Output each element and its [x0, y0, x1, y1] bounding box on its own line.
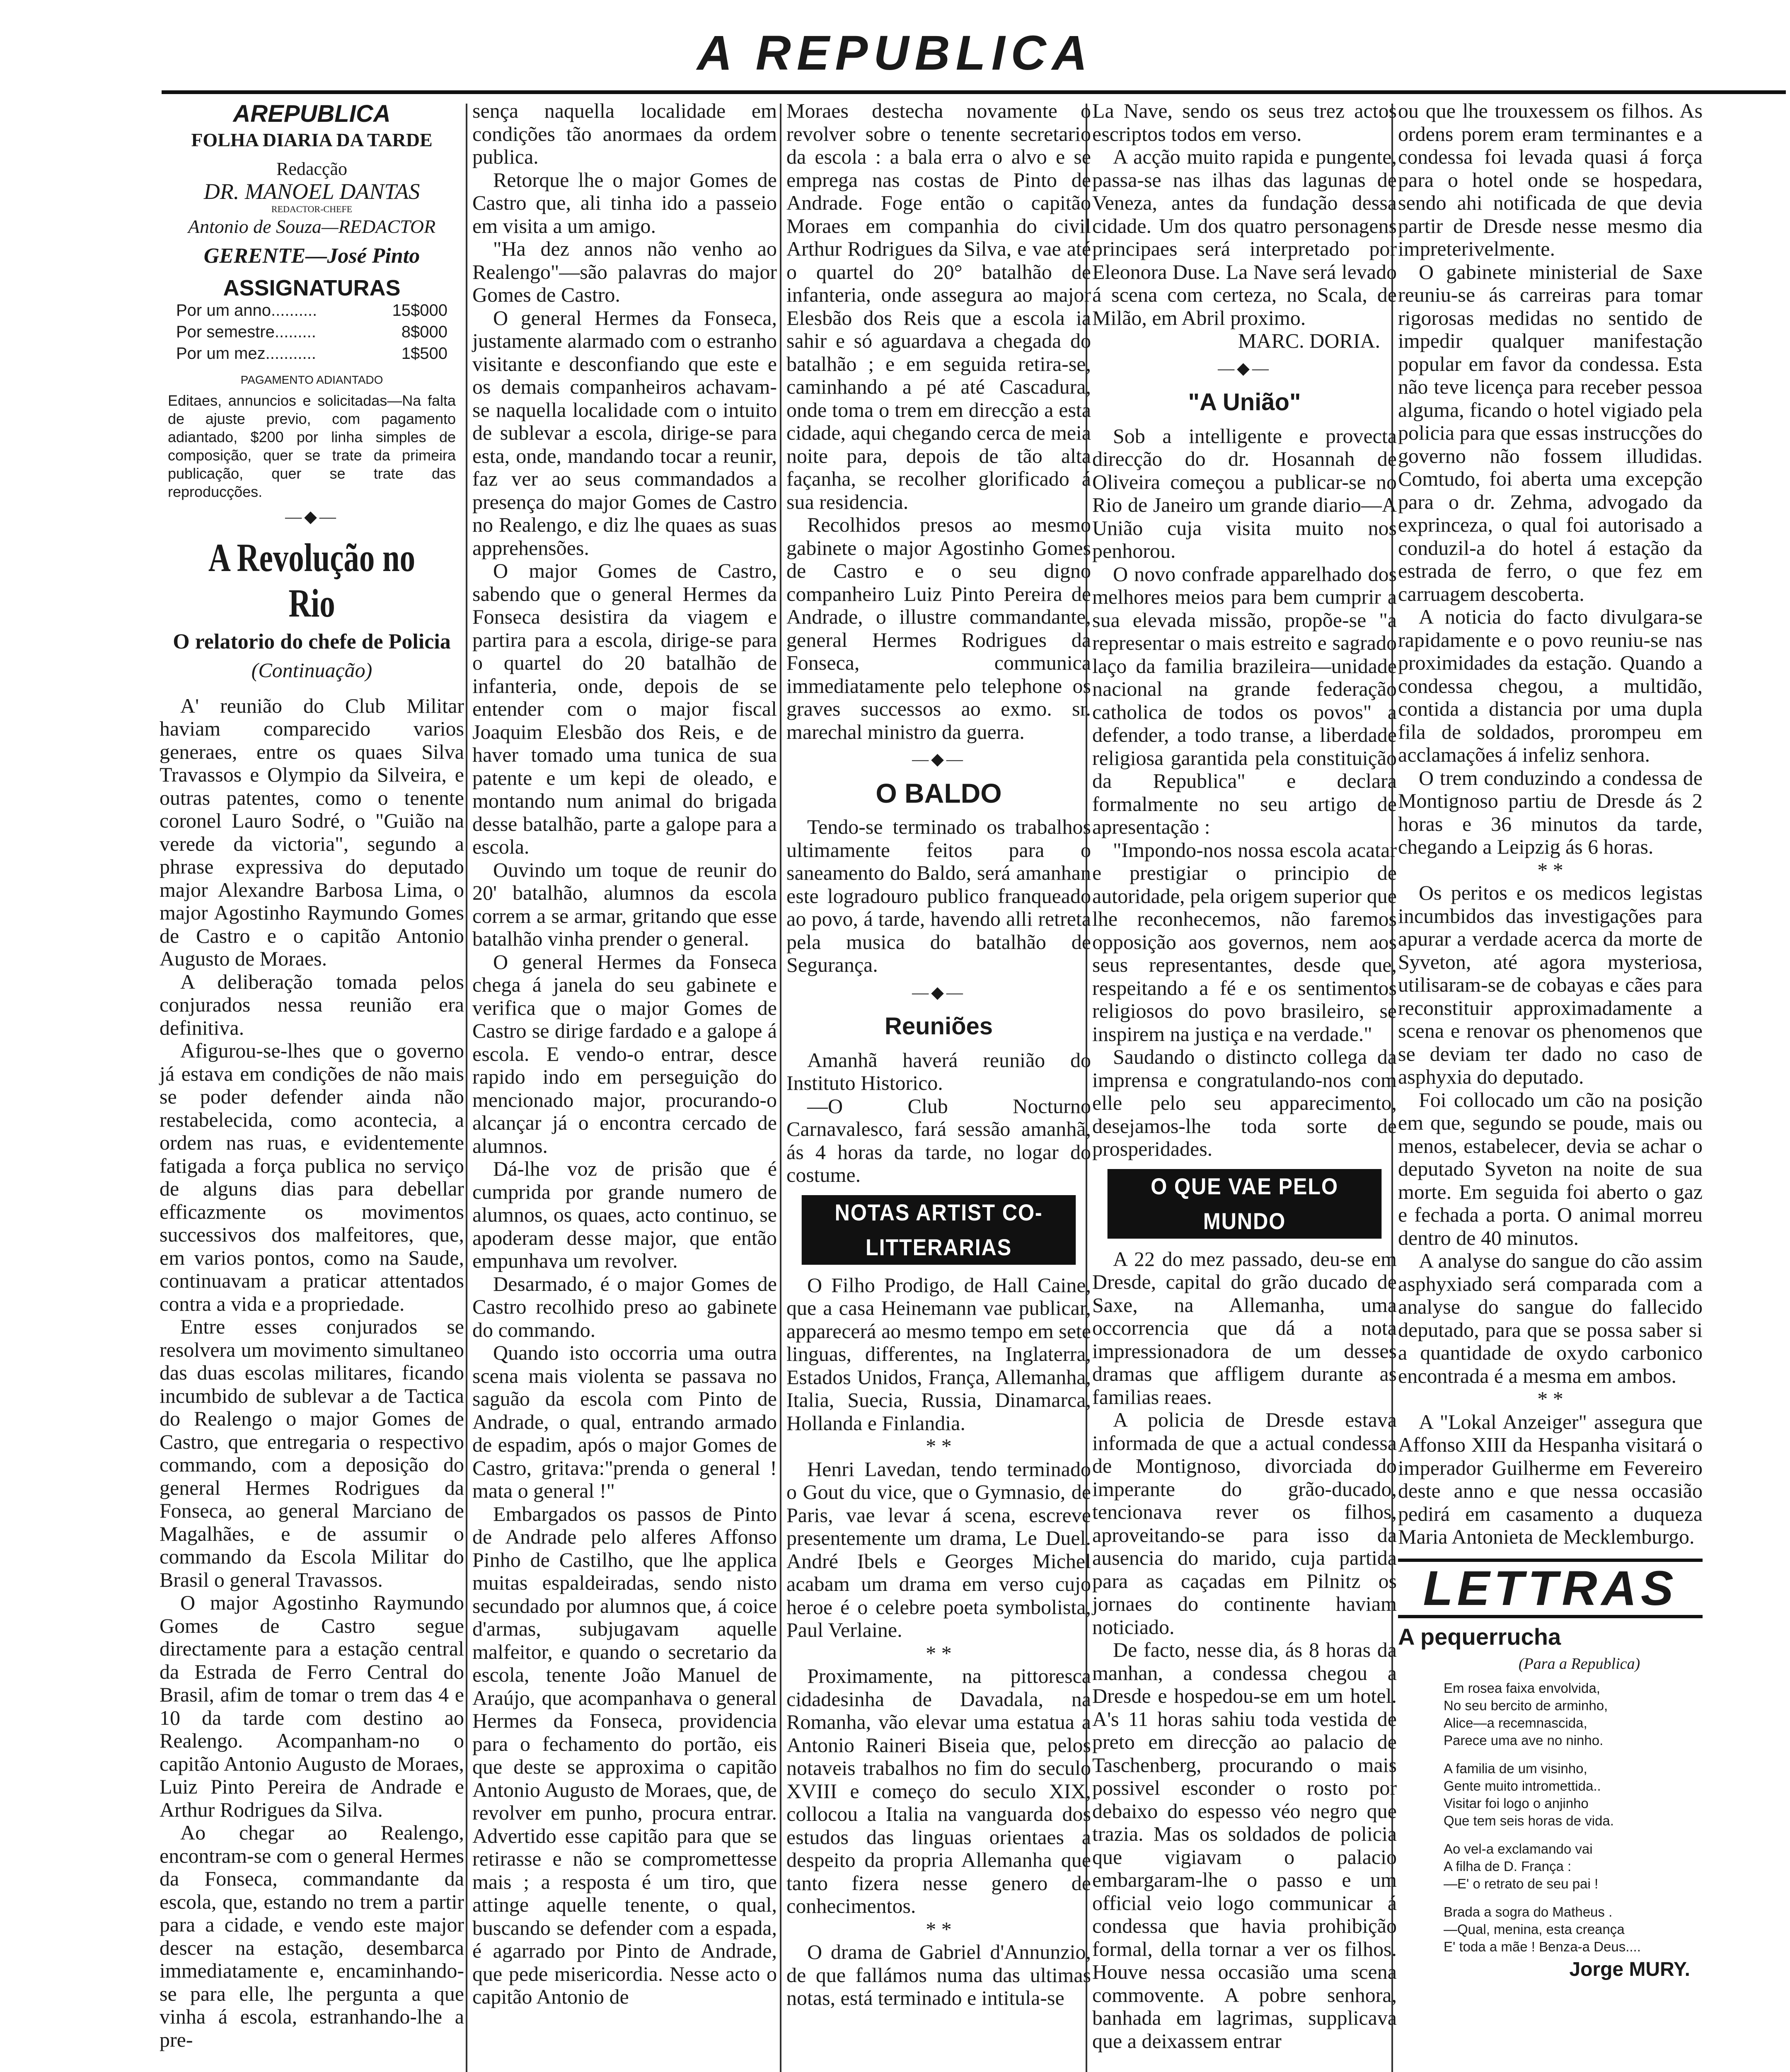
- paper-subtitle: FOLHA DIARIA DA TARDE: [191, 129, 433, 150]
- column-2: [472, 99, 777, 2009]
- subscription-row: Por um anno.......... 15$000: [176, 301, 448, 320]
- poem-gap: [1398, 1830, 1703, 1840]
- article-paragraph: Entre esses conjurados se resolvera um movimento simultaneo das duas escolas militares, ficando incumbido de sublevar a de Tactica do Realengo o major Gomes de Castro, que entregaria o respectivo commando, com a deposição do general Hermes Rodrigues da Fonseca, ao general Marciano de Magalhães, e de assumir o commando da Escola Militar do Brasil o general Travassos.: [160, 1315, 464, 1591]
- continuacao: (Continuação): [251, 658, 373, 682]
- poem-line: Parece uma ave no ninho.: [1444, 1732, 1604, 1748]
- article-paragraph: A "Lokal Anzeiger" assegura que Affonso XIII da Hespanha visitará o imperador Guilherme em Fevereiro deste anno e que nessa occasião pedirá em casamento a duqueza Maria Antonieta de Mecklemburgo.: [1398, 1410, 1703, 1548]
- article-paragraph: A' reunião do Club Militar haviam comparecido varios generaes, entre os quaes Silva Travassos e Olympio da Silveira, e outras patentes, como o tenente coronel Lauro Sodré, o "Guião na verede da victoria", segundo a phrase expressiva do deputado major Alexandre Barbosa Lima, o major Agostinho Raymundo Gomes de Castro e o capitão Antonio Augusto de Moraes.: [160, 694, 464, 970]
- poem-line: Brada a sogra do Matheus .: [1444, 1904, 1613, 1920]
- baldo-heading: O BALDO: [876, 778, 1002, 808]
- article-paragraph: Afigurou-se-lhes que o governo já estava em condições de não mais se poder defender ainda não restabelecida, como acontecia, a ordem nas ruas, e evidentemente fatigada a força publica no serviço de alguns dias para debellar efficazmente os movimentos successivos dos malfeitores, que, em varios pontos, como na Saude, continuavam a praticar attentados contra a vida e a propriedade.: [160, 1039, 464, 1315]
- article-paragraph: Moraes destecha novamente o revolver sobre o tenente secretario da escola : a bala erra o alvo e se emprega nas costas de Pinto de Andrade. Foge então o capitão Moraes em companhia do civil Arthur Rodrigues da Silva, e vae até o quartel do 20° batalhão de infanteria, onde assegura ao major Elesbão dos Reis que a escola ia sahir e só aguardava a chegada do batalhão ; e em seguida retira-se, caminhando a pé até Cascadura, onde toma o trem em direcção a esta cidade, aqui chegando cerca de meia noite para, depois de tão alta façanha, se recolher glorificado á sua residencia.: [786, 99, 1091, 513]
- article-paragraph: Os peritos e os medicos legistas incumbidos das investigações para apurar a verdade acerca da morte de Syveton, até agora mysteriosa, utilisaram-se de cobayas e cães para reconstituir approximadamente a scena e renovar os phenomenos que se deviam ter dado no caso de asphyxia do deputado.: [1398, 881, 1703, 1088]
- uniao-paragraph: O novo confrade apparelhado dos melhores meios para bem cumprir a sua elevada missão, propõe-se "a representar o mais estreito e sagrado laço da familia brazileira—unidade nacional na grande federação catholica de todos os povos" a defender, a todo transe, a liberdade religiosa garantida pela constituição da Republica" e declara formalmente no seu artigo de apresentação :: [1092, 562, 1397, 838]
- editor-role: REDACTOR-CHEFE: [271, 203, 353, 214]
- signature: MARC. DORIA.: [1238, 329, 1380, 352]
- gerente-line: GERENTE—José Pinto: [203, 244, 420, 268]
- article-paragraph: La Nave, sendo os seus trez actos escriptos todos em verso.: [1092, 99, 1397, 145]
- separator: —◆—: [285, 507, 339, 526]
- reunioes-paragraph: —O Club Nocturno Carnavalesco, fará sessão amanhã, ás 4 horas da tarde, no logar do costume.: [786, 1094, 1091, 1186]
- editor-name: DR. MANOEL DANTAS: [203, 179, 420, 204]
- poem-line: Gente muito intromettida..: [1444, 1778, 1601, 1794]
- notas-heading: NOTAS ARTIST CO-LITTERARIAS: [802, 1195, 1076, 1265]
- notas-paragraph: O drama de Gabriel d'Annunzio, de que fallámos numa das ultimas notas, está terminado e intitula-se: [786, 1940, 1091, 2009]
- separator: —◆—: [1218, 358, 1271, 378]
- poem-line: —Qual, menina, esta creança: [1444, 1921, 1625, 1937]
- article-paragraph: Ao chegar ao Realengo, encontram-se com o general Hermes da Fonseca, commandante da escola, que, estando no trem a partir para a cidade, e vendo este major descer na estação, desembarca immediatamente e, encaminhando-se para elle, lhe pergunta a que vinha á escola, estranhando-lhe a pre-: [160, 1821, 464, 2051]
- poem-author: Jorge MURY.: [1569, 1958, 1690, 1980]
- mundo-paragraph: A policia de Dresde estava informada de que a actual condessa de Montignoso, divorciada do imperante do grão-ducado, tencionava rever os filhos, aproveitando-se para isso da ausencia do marido, cuja partida para as caçadas em Pilnitz os jornaes do continente haviam noticiado.: [1092, 1408, 1397, 1639]
- lettras-heading: LETTRAS: [1398, 1559, 1703, 1618]
- article-paragraph: A analyse do sangue do cão assim asphyxiado será comparada com a analyse do sangue do fallecido deputado, para que se possa saber si a quantidade de oxydo carbonico encontrada é a mesma em ambos.: [1398, 1249, 1703, 1387]
- reunioes-paragraph: Amanhã haverá reunião do Instituto Historico.: [786, 1048, 1091, 1094]
- assignaturas-heading: ASSIGNATURAS: [223, 275, 401, 300]
- article-paragraph: O major Gomes de Castro, sabendo que o general Hermes da Fonseca desistira da viagem e partira para a escola, dirige-se para o quartel do 20 batalhão de infanteria, onde, depois de se entender com o major fiscal Joaquim Elesbão dos Reis, e de haver tomado uma tunica de sua patente e um kepi de oleado, e montando num animal do brigada desse batalhão, parte a galope para a escola.: [472, 559, 777, 858]
- article-paragraph: sença naquella localidade em condições tão anormaes da ordem publica.: [472, 99, 777, 168]
- column-1: [160, 99, 464, 2051]
- subhead-relatorio: O relatorio do chefe de Policia: [173, 629, 451, 654]
- notas-paragraph: Proximamente, na pittoresca cidadesinha de Davadala, na Romanha, vão elevar uma estatua a Antonio Raineri Biseia que, pelos notaveis trabalhos no fim do seculo XVIII e começo do seculo XIX, collocou a Italia na vanguarda dos estudos das linguas orientaes a despeito da propria Allemanha que tanto fizera nesse genero de conhecimentos.: [786, 1664, 1091, 1917]
- masthead: [0, 0, 1790, 99]
- uniao-paragraph: "Impondo-nos nossa escola acatar e prestigiar o principio de autoridade, pela origem superior que lhe reconhecemos, não faremos opposição aos governos, nem aos seus representantes, desde que, respeitando a fé e os sentimentos religiosos do povo brasileiro, se inspirem na justiça e na verdade.": [1092, 838, 1397, 1046]
- article-paragraph: O general Hermes da Fonseca chega á janela do seu gabinete e verifica que o major Gomes de Castro se dirige fardado e a galope á escola. E vendo-o entrar, desce rapido indo em perseguição do mencionado major, procurando-o alcançar já o encontra cercado de alumnos.: [472, 950, 777, 1157]
- masthead-title: A REPUBLICA: [697, 26, 1093, 80]
- article-paragraph: O gabinete ministerial de Saxe reuniu-se ás carreiras para tomar rigorosas medidas no sentido de impedir qualquer manifestação popular em favor da condessa. Esta não teve licença para receber pessoa alguma, ficando o hotel vigiado pela policia para que essas instrucções do governo não fossem illudidas. Comtudo, foi aberta uma excepção para o dr. Zehma, advogado da exprinceza, o qual foi autorisado a conduzil-a do hotel á estação da estrada de ferro, o que fez em carruagem descoberta.: [1398, 260, 1703, 605]
- article-paragraph: O major Agostinho Raymundo Gomes de Castro segue directamente para a estação central da Estrada de Ferro Central do Brasil, afim de tomar o trem das 4 e 10 da tarde com destino ao Realengo. Acompanham-no o capitão Antonio Augusto de Moraes, Luiz Pinto Pereira de Andrade e Arthur Rodrigues da Silva.: [160, 1591, 464, 1821]
- column-divider: [780, 104, 781, 2072]
- asterism: * *: [926, 1434, 952, 1457]
- poem-title: A pequerrucha: [1398, 1623, 1561, 1650]
- poem-line: Ao vel-a exclamando vai: [1444, 1841, 1593, 1857]
- poem-line: Que tem seis horas de vida.: [1444, 1813, 1614, 1828]
- article-paragraph: Foi collocado um cão na posição em que, segundo se poude, mais ou menos, estabelecer, devia se achar o deputado Syveton na noite de sua morte. Em seguida foi aberto o gaz e fechada a porta. O animal morreu dentro de 40 minutos.: [1398, 1088, 1703, 1249]
- article-paragraph: "Ha dez annos não venho ao Realengo"—são palavras do major Gomes de Castro.: [472, 237, 777, 306]
- article-paragraph: Desarmado, é o major Gomes de Castro recolhido preso ao gabinete do commando.: [472, 1272, 777, 1341]
- column-divider: [466, 104, 467, 2072]
- reunioes-heading: Reuniões: [884, 1012, 993, 1040]
- article-paragraph: Quando isto occorria uma outra scena mais violenta se passava no saguão da escola com Pinto de Andrade, o qual, entrando armado de espadim, após o major Gomes de Castro, gritava:"prenda o general ! mata o general !": [472, 1341, 777, 1502]
- mundo-paragraph: De facto, nesse dia, ás 8 horas da manhan, a condessa chegou a Dresde e hospedou-se em um hotel. A's 11 horas sahiu toda vestida de preto em direcção ao palacio de Taschenberg, procurando o mais possivel esconder o rosto por debaixo do espesso véo negro que trazia. Mas os soldados de policia que vigiavam o palacio embargaram-lhe o passo e um official veio logo communicar á condessa que havia prohibição formal, della tornar a ver os filhos. Houve nessa occasião uma scena commovente. A pobre senhora, banhada em lagrimas, supplicava que a deixassem entrar: [1092, 1638, 1397, 2053]
- subscription-row: Por semestre......... 8$000: [176, 323, 448, 341]
- asterism: * *: [1537, 858, 1563, 881]
- poem-line: No seu bercito de arminho,: [1444, 1697, 1608, 1713]
- article-paragraph: Ouvindo um toque de reunir do 20' batalhão, alumnos da escola correm a se armar, gritando que esse batalhão vinha prender o general.: [472, 858, 777, 950]
- mundo-paragraph: A 22 do mez passado, deu-se em Dresde, capital do grão ducado de Saxe, na Allemanha, uma occorrencia que dá a nota impressionadora de um desses dramas que affligem durante as familias reaes.: [1092, 1247, 1397, 1409]
- article-paragraph: A deliberação tomada pelos conjurados nessa reunião era definitiva.: [160, 970, 464, 1039]
- poem-line: Alice—a recemnascida,: [1444, 1715, 1587, 1731]
- poem-line: Em rosea faixa envolvida,: [1444, 1680, 1600, 1696]
- poem-line: E' toda a mãe ! Benza-a Deus....: [1444, 1939, 1641, 1954]
- article-paragraph: O general Hermes da Fonseca, justamente alarmado com o estranho visitante e desconfiando que este e os demais companheiros achavam-se naquella localidade com o intuito de sublevar a escola, dirige-se para esta, onde, mandando tocar a reunir, faz ver ao seus commandados a presença do major Gomes de Castro no Realengo, e diz lhe quaes as suas apprehensões.: [472, 306, 777, 559]
- column-3: [786, 99, 1091, 2010]
- separator: —◆—: [912, 750, 965, 768]
- separator: —◆—: [912, 983, 965, 1002]
- poem-line: A filha de D. França :: [1444, 1858, 1572, 1874]
- masthead-rule: [162, 90, 1786, 94]
- paper-name: AREPUBLICA: [233, 100, 391, 127]
- poem: [1398, 1680, 1703, 1956]
- article-paragraph: A acção muito rapida e pungente, passa-se nas ilhas das lagunas de Veneza, antes da fundação dessa cidade. Um dos quatro personagens principaes será interpretado por Eleonora Duse. La Nave será levado á scena com certeza, no Scala, de Milão, em Abril proximo.: [1092, 145, 1397, 329]
- editaes-note: Editaes, annuncios e solicitadas—Na falta de ajuste previo, com pagamento adiantado, $200 por linha simples de composição, quer se trate da primeira publicação, quer se trate das reproducções.: [168, 392, 456, 500]
- asterism: * *: [1537, 1387, 1563, 1410]
- uniao-paragraph: Sob a intelligente e provecta direcção do dr. Hosannah de Oliveira começou a publicar-se no Rio de Janeiro um grande diario—A União cuja visita muito nos penhorou.: [1092, 424, 1397, 562]
- poem-line: A familia de um visinho,: [1444, 1760, 1587, 1776]
- notas-paragraph: Henri Lavedan, tendo terminado o Gout du vice, que o Gymnasio, de Paris, vae levar á scena, escreve presentemente um drama, Le Duel. André Ibels e Georges Michel acabam um drama em verso cujo heroe é o celebre poeta symbolista, Paul Verlaine.: [786, 1457, 1091, 1641]
- mundo-heading: O QUE VAE PELO MUNDO: [1108, 1169, 1382, 1239]
- uniao-paragraph: Saudando o distincto collega da imprensa e congratulando-nos com elle pelo seu apparecimento, desejamos-lhe toda sorte de prosperidades.: [1092, 1045, 1397, 1160]
- asterism: * *: [926, 1917, 952, 1941]
- asterism: * *: [926, 1641, 952, 1665]
- poem-line: Visitar foi logo o anjinho: [1444, 1795, 1589, 1811]
- article-paragraph: A noticia do facto divulgara-se rapidamente e o povo reuniu-se nas proximidades da estação. Quando a condessa chegou, a multidão, contida a distancia por uma dupla fila de soldados, prorompeu em acclamações á infeliz senhora.: [1398, 605, 1703, 766]
- article-paragraph: Retorque lhe o major Gomes de Castro que, ali tinha ido a passeio em visita a um amigo.: [472, 168, 777, 237]
- poem-gap: [1398, 1893, 1703, 1903]
- notas-paragraph: O Filho Prodigo, de Hall Caine, que a casa Heinemann vae publicar, apparecerá ao mesmo tempo em sete linguas, differentes, na Inglaterra, Estados Unidos, França, Allemanha, Italia, Suecia, Russia, Dinamarca, Hollanda e Finlandia.: [786, 1273, 1091, 1435]
- article-paragraph: ou que lhe trouxessem os filhos. As ordens porem eram terminantes e a condessa foi levada quasi á força para o hotel onde se hospedara, sendo ahi notificada de que devia partir de Dresde nesse mesmo dia impreterivelmente.: [1398, 99, 1703, 260]
- poem-dedication: (Para a Republica): [1518, 1655, 1640, 1673]
- article-paragraph: O trem conduzindo a condessa de Montignoso partiu de Dresde ás 2 horas e 36 minutos da tarde, chegando a Leipzig ás 6 horas.: [1398, 766, 1703, 858]
- article-paragraph: Recolhidos presos ao mesmo gabinete o major Agostinho Gomes de Castro e o seu digno companheiro Luiz Pinto Pereira de Andrade, o illustre commandante, general Hermes Rodrigues da Fonseca, communica immediatamente pelo telephone os graves successos ao exmo. sr. marechal ministro da guerra.: [786, 513, 1091, 743]
- poem-gap: [1398, 1749, 1703, 1760]
- baldo-paragraph: Tendo-se terminado os trabalhos ultimamente feitos para o saneamento do Baldo, será amanhan este logradouro publico franqueado ao povo, á tarde, havendo alli retreta pela musica do batalhão de Segurança.: [786, 815, 1091, 976]
- column-5: [1398, 99, 1703, 1981]
- headline-revolucao: A Revolução no Rio: [208, 535, 416, 625]
- column-4: [1092, 99, 1397, 2053]
- uniao-heading: "A União": [1188, 388, 1301, 416]
- subscription-row: Por um mez........... 1$500: [176, 344, 448, 363]
- poem-line: —E' o retrato de seu pai !: [1444, 1876, 1599, 1891]
- article-paragraph: Dá-lhe voz de prisão que é cumprida por grande numero de alumnos, os quaes, acto continuo, se apoderam desse major, que então empunhava um revolver.: [472, 1157, 777, 1272]
- redactor-line: Antonio de Souza—REDACTOR: [188, 215, 436, 237]
- article-paragraph: Embargados os passos de Pinto de Andrade pelo alferes Affonso Pinho de Castilho, que lhe applica muitas espaldeiradas, sendo nisto secundado por alumnos que, á coice d'armas, subjugavam aquelle malfeitor, e quando o secretario da escola, tenente João Manuel de Araújo, que acompanhava o general Hermes da Fonseca, providencia para o fechamento do portão, eis que deste se approxima o capitão Antonio Augusto de Moraes, que, de revolver em punho, procura entrar. Advertido esse capitão para que se retirasse e não se compromettesse mais ; a resposta é um tiro, que attinge aquelle tenente, o qual, buscando se defender com a espada, é agarrado por Pinto de Andrade, que pede misericordia. Nesse acto o capitão Antonio de: [472, 1502, 777, 2008]
- redaccao-label: Redacção: [276, 158, 347, 179]
- subscription-prices: [160, 300, 464, 364]
- pagamento-note: PAGAMENTO ADIANTADO: [240, 373, 383, 386]
